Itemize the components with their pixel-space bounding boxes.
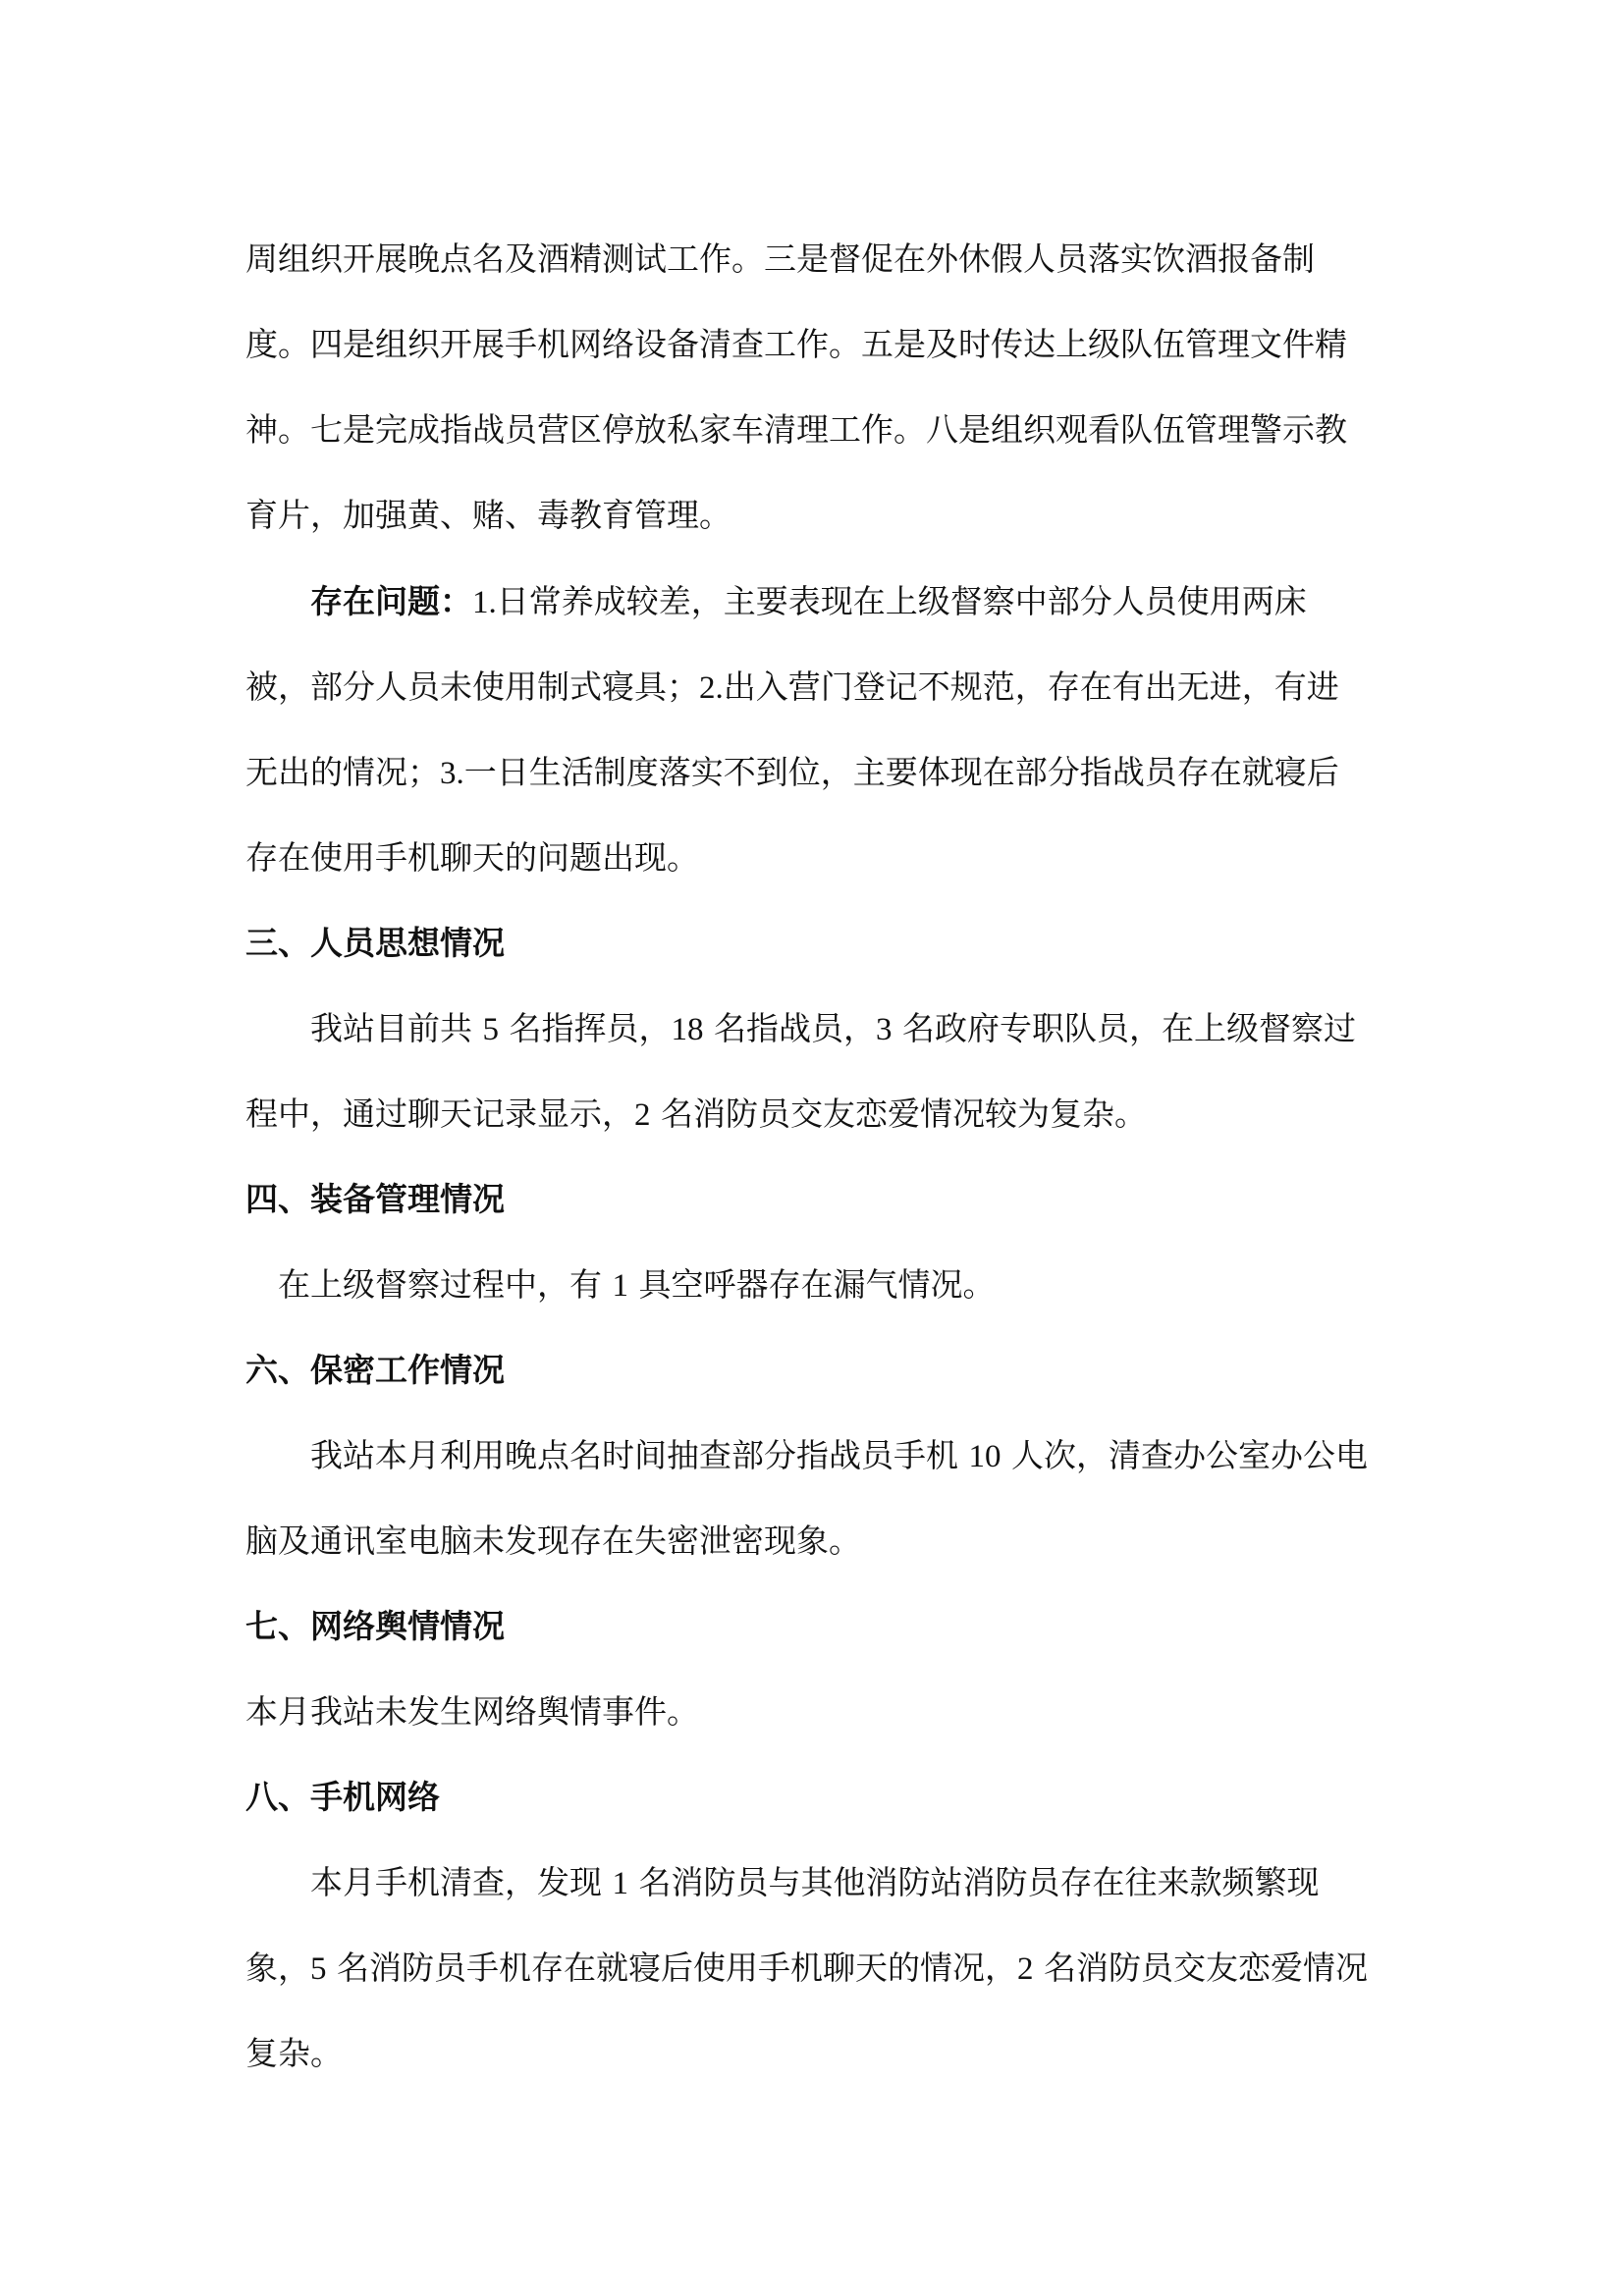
number: 1 <box>612 1268 628 1304</box>
paragraph-line <box>310 1863 1320 1902</box>
paragraph-line <box>245 1949 1368 1988</box>
heading-text: 七、网络舆情情况 <box>245 1607 505 1645</box>
text: 在上级督察过程中，有 <box>278 1265 602 1304</box>
issues-line <box>245 753 1339 792</box>
section-heading <box>245 1778 440 1817</box>
text: 神。七是完成指战员营区停放私家车清理工作。八是组织观看队伍管理警示教 <box>245 410 1347 449</box>
issues-line <box>245 838 699 878</box>
paragraph-line <box>245 496 731 535</box>
text: 周组织开展晚点名及酒精测试工作。三是督促在外休假人员落实饮酒报备制 <box>245 240 1315 278</box>
text: 名消防员交友恋爱情况 <box>1044 1949 1368 1987</box>
number: 10 <box>968 1439 1001 1474</box>
text: 度。四是组织开展手机网络设备清查工作。五是及时传达上级队伍管理文件精 <box>245 325 1347 363</box>
paragraph-line <box>245 240 1315 279</box>
text: 我站本月利用晚点名时间抽查部分指战员手机 <box>310 1436 958 1474</box>
paragraph-line <box>245 325 1347 364</box>
text: 名消防员交友恋爱情况较为复杂。 <box>661 1095 1147 1133</box>
text: 名政府专职队员，在上级督察过 <box>902 1009 1356 1047</box>
text: 我站目前共 <box>310 1009 472 1047</box>
issues-line <box>245 667 1339 707</box>
paragraph-line <box>245 410 1347 450</box>
list-number: 2. <box>699 670 724 706</box>
text: 具空呼器存在漏气情况。 <box>638 1265 996 1304</box>
section-heading <box>245 1351 505 1390</box>
text: 象， <box>245 1949 310 1987</box>
number: 18 <box>671 1012 704 1047</box>
paragraph-line <box>245 2034 343 2073</box>
paragraph-line <box>278 1265 996 1305</box>
text: 存在使用手机聊天的问题出现。 <box>245 838 699 877</box>
number: 1 <box>612 1866 628 1901</box>
section-heading <box>245 924 505 963</box>
paragraph-line <box>245 1095 1147 1134</box>
text: 本月手机清查，发现 <box>310 1863 602 1901</box>
text: 无出的情况； <box>245 753 440 791</box>
text: 名指挥员， <box>509 1009 672 1047</box>
text: 名消防员手机存在就寝后使用手机聊天的情况， <box>337 1949 1017 1987</box>
text: 被，部分人员未使用制式寝具； <box>245 667 699 706</box>
text: 人次，清查办公室办公电 <box>1011 1436 1368 1474</box>
section-heading <box>245 1180 505 1219</box>
text: 复杂。 <box>245 2034 343 2072</box>
list-number: 1. <box>472 585 497 620</box>
heading-text: 四、装备管理情况 <box>245 1180 505 1218</box>
text: 程中，通过聊天记录显示， <box>245 1095 634 1133</box>
heading-text: 六、保密工作情况 <box>245 1351 505 1389</box>
paragraph-line <box>310 1436 1368 1475</box>
heading-text: 八、手机网络 <box>245 1778 440 1816</box>
number: 5 <box>482 1012 499 1047</box>
paragraph-line <box>245 1522 861 1561</box>
paragraph-line <box>245 1692 699 1732</box>
section-heading <box>245 1607 505 1646</box>
text: 育片，加强黄、赌、毒教育管理。 <box>245 496 731 534</box>
text: 出入营门登记不规范，存在有出无进，有进 <box>723 667 1339 706</box>
number: 5 <box>310 1951 327 1987</box>
number: 3 <box>876 1012 893 1047</box>
issues-label: 存在问题： <box>310 582 472 620</box>
text: 脑及通讯室电脑未发现存在失密泄密现象。 <box>245 1522 861 1560</box>
text: 名消防员与其他消防站消防员存在往来款频繁现 <box>638 1863 1320 1901</box>
issues-line <box>310 582 1307 621</box>
number: 2 <box>634 1097 651 1133</box>
text: 本月我站未发生网络舆情事件。 <box>245 1692 699 1731</box>
text: 日常养成较差，主要表现在上级督察中部分人员使用两床 <box>496 582 1307 620</box>
number: 2 <box>1017 1951 1034 1987</box>
heading-text: 三、人员思想情况 <box>245 924 505 962</box>
paragraph-line <box>310 1009 1356 1048</box>
text: 一日生活制度落实不到位，主要体现在部分指战员存在就寝后 <box>463 753 1339 791</box>
list-number: 3. <box>440 756 464 791</box>
text: 名指战员， <box>714 1009 876 1047</box>
